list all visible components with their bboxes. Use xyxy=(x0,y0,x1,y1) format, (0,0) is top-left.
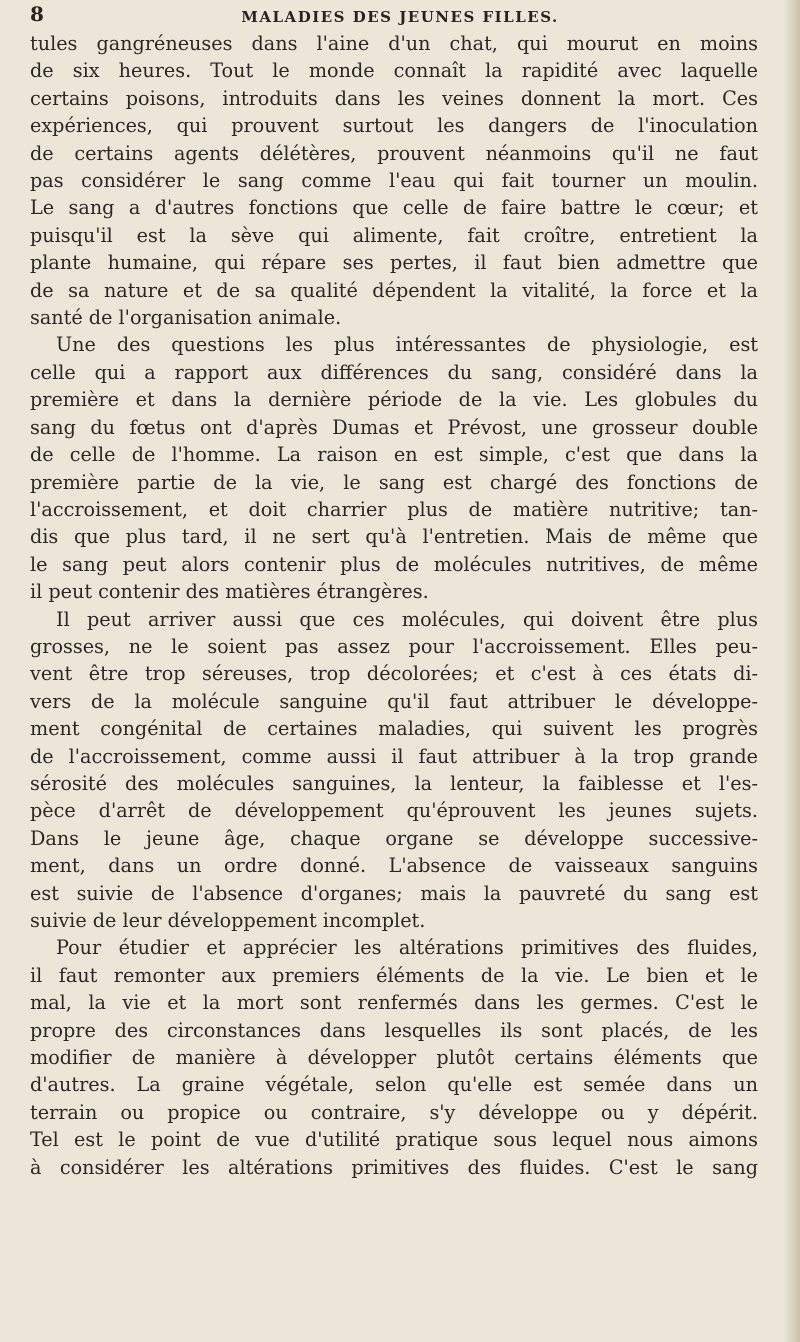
text-line: ment congénital de certaines maladies, qui suivent les progrès xyxy=(30,717,758,741)
page-header xyxy=(30,2,770,30)
text-line: pèce d'arrêt de développement qu'éprouvent les jeunes sujets. xyxy=(30,799,758,823)
text-line: grosses, ne le soient pas assez pour l'accroissement. Elles peu- xyxy=(30,634,758,658)
paragraph xyxy=(30,606,758,935)
paragraph xyxy=(30,934,758,1181)
body-text xyxy=(30,30,758,1181)
text-line: de l'accroissement, comme aussi il faut attribuer à la trop grande xyxy=(30,744,758,768)
text-line: à considérer les altérations primitives des fluides. C'est le sang xyxy=(30,1155,758,1179)
text-line: Le sang a d'autres fonctions que celle de faire battre le cœur; et xyxy=(30,196,758,220)
text-line: Une des questions les plus intéressantes de physiologie, est xyxy=(56,333,758,357)
running-title: MALADIES DES JEUNES FILLES. xyxy=(241,8,559,26)
text-line: santé de l'organisation animale. xyxy=(30,306,342,330)
page-number: 8 xyxy=(30,2,44,26)
text-line: propre des circonstances dans lesquelles ils sont placés, de les xyxy=(30,1018,758,1042)
text-line: puisqu'il est la sève qui alimente, fait croître, entretient la xyxy=(30,223,758,247)
text-line: Dans le jeune âge, chaque organe se développe successive- xyxy=(30,826,758,850)
text-line: il faut remonter aux premiers éléments de la vie. Le bien et le xyxy=(30,963,758,987)
text-line: première partie de la vie, le sang est chargé des fonctions de xyxy=(30,470,758,494)
text-line: terrain ou propice ou contraire, s'y développe ou y dépérit. xyxy=(30,1100,758,1124)
text-line: pas considérer le sang comme l'eau qui fait tourner un moulin. xyxy=(30,169,758,193)
text-line: il peut contenir des matières étrangères. xyxy=(30,580,429,604)
text-line: de sa nature et de sa qualité dépendent la vitalité, la force et la xyxy=(30,278,758,302)
text-line: vent être trop séreuses, trop décolorées; et c'est à ces états di- xyxy=(30,662,758,686)
paragraph xyxy=(30,30,758,331)
text-line: Il peut arriver aussi que ces molécules, qui doivent être plus xyxy=(56,607,758,631)
text-line: suivie de leur développement incomplet. xyxy=(30,909,426,932)
text-line: le sang peut alors contenir plus de molécules nutritives, de même xyxy=(30,552,758,576)
text-line: vers de la molécule sanguine qu'il faut attribuer le développe- xyxy=(30,689,758,713)
paragraph xyxy=(30,331,758,605)
page-edge-shadow xyxy=(784,0,800,1342)
text-line: modifier de manière à développer plutôt certains éléments que xyxy=(30,1046,758,1070)
text-line: de celle de l'homme. La raison en est simple, c'est que dans la xyxy=(30,443,758,467)
text-line: Tel est le point de vue d'utilité pratique sous lequel nous aimons xyxy=(30,1128,758,1152)
text-line: plante humaine, qui répare ses pertes, il faut bien admettre que xyxy=(30,251,758,275)
text-line: de six heures. Tout le monde connaît la rapidité avec laquelle xyxy=(30,59,758,83)
text-line: d'autres. La graine végétale, selon qu'elle est semée dans un xyxy=(30,1073,758,1097)
text-line: Pour étudier et apprécier les altérations primitives des fluides, xyxy=(56,936,758,960)
text-line: sérosité des molécules sanguines, la lenteur, la faiblesse et l'es- xyxy=(30,771,758,795)
text-line: dis que plus tard, il ne sert qu'à l'entretien. Mais de même que xyxy=(30,525,758,549)
text-line: l'accroissement, et doit charrier plus de matière nutritive; tan- xyxy=(30,497,758,521)
text-line: de certains agents délétères, prouvent néanmoins qu'il ne faut xyxy=(30,141,758,165)
text-line: sang du fœtus ont d'après Dumas et Prévost, une grosseur double xyxy=(30,415,758,439)
text-line: celle qui a rapport aux différences du sang, considéré dans la xyxy=(30,360,758,384)
text-line: certains poisons, introduits dans les veines donnent la mort. Ces xyxy=(30,86,758,110)
text-line: expériences, qui prouvent surtout les dangers de l'inoculation xyxy=(30,114,758,138)
text-line: tules gangréneuses dans l'aine d'un chat, qui mourut en moins xyxy=(30,32,758,55)
text-line: ment, dans un ordre donné. L'absence de vaisseaux sanguins xyxy=(30,854,758,878)
text-line: première et dans la dernière période de la vie. Les globules du xyxy=(30,388,758,412)
text-line: est suivie de l'absence d'organes; mais la pauvreté du sang est xyxy=(30,881,758,905)
text-line: mal, la vie et la mort sont renfermés dans les germes. C'est le xyxy=(30,991,758,1015)
